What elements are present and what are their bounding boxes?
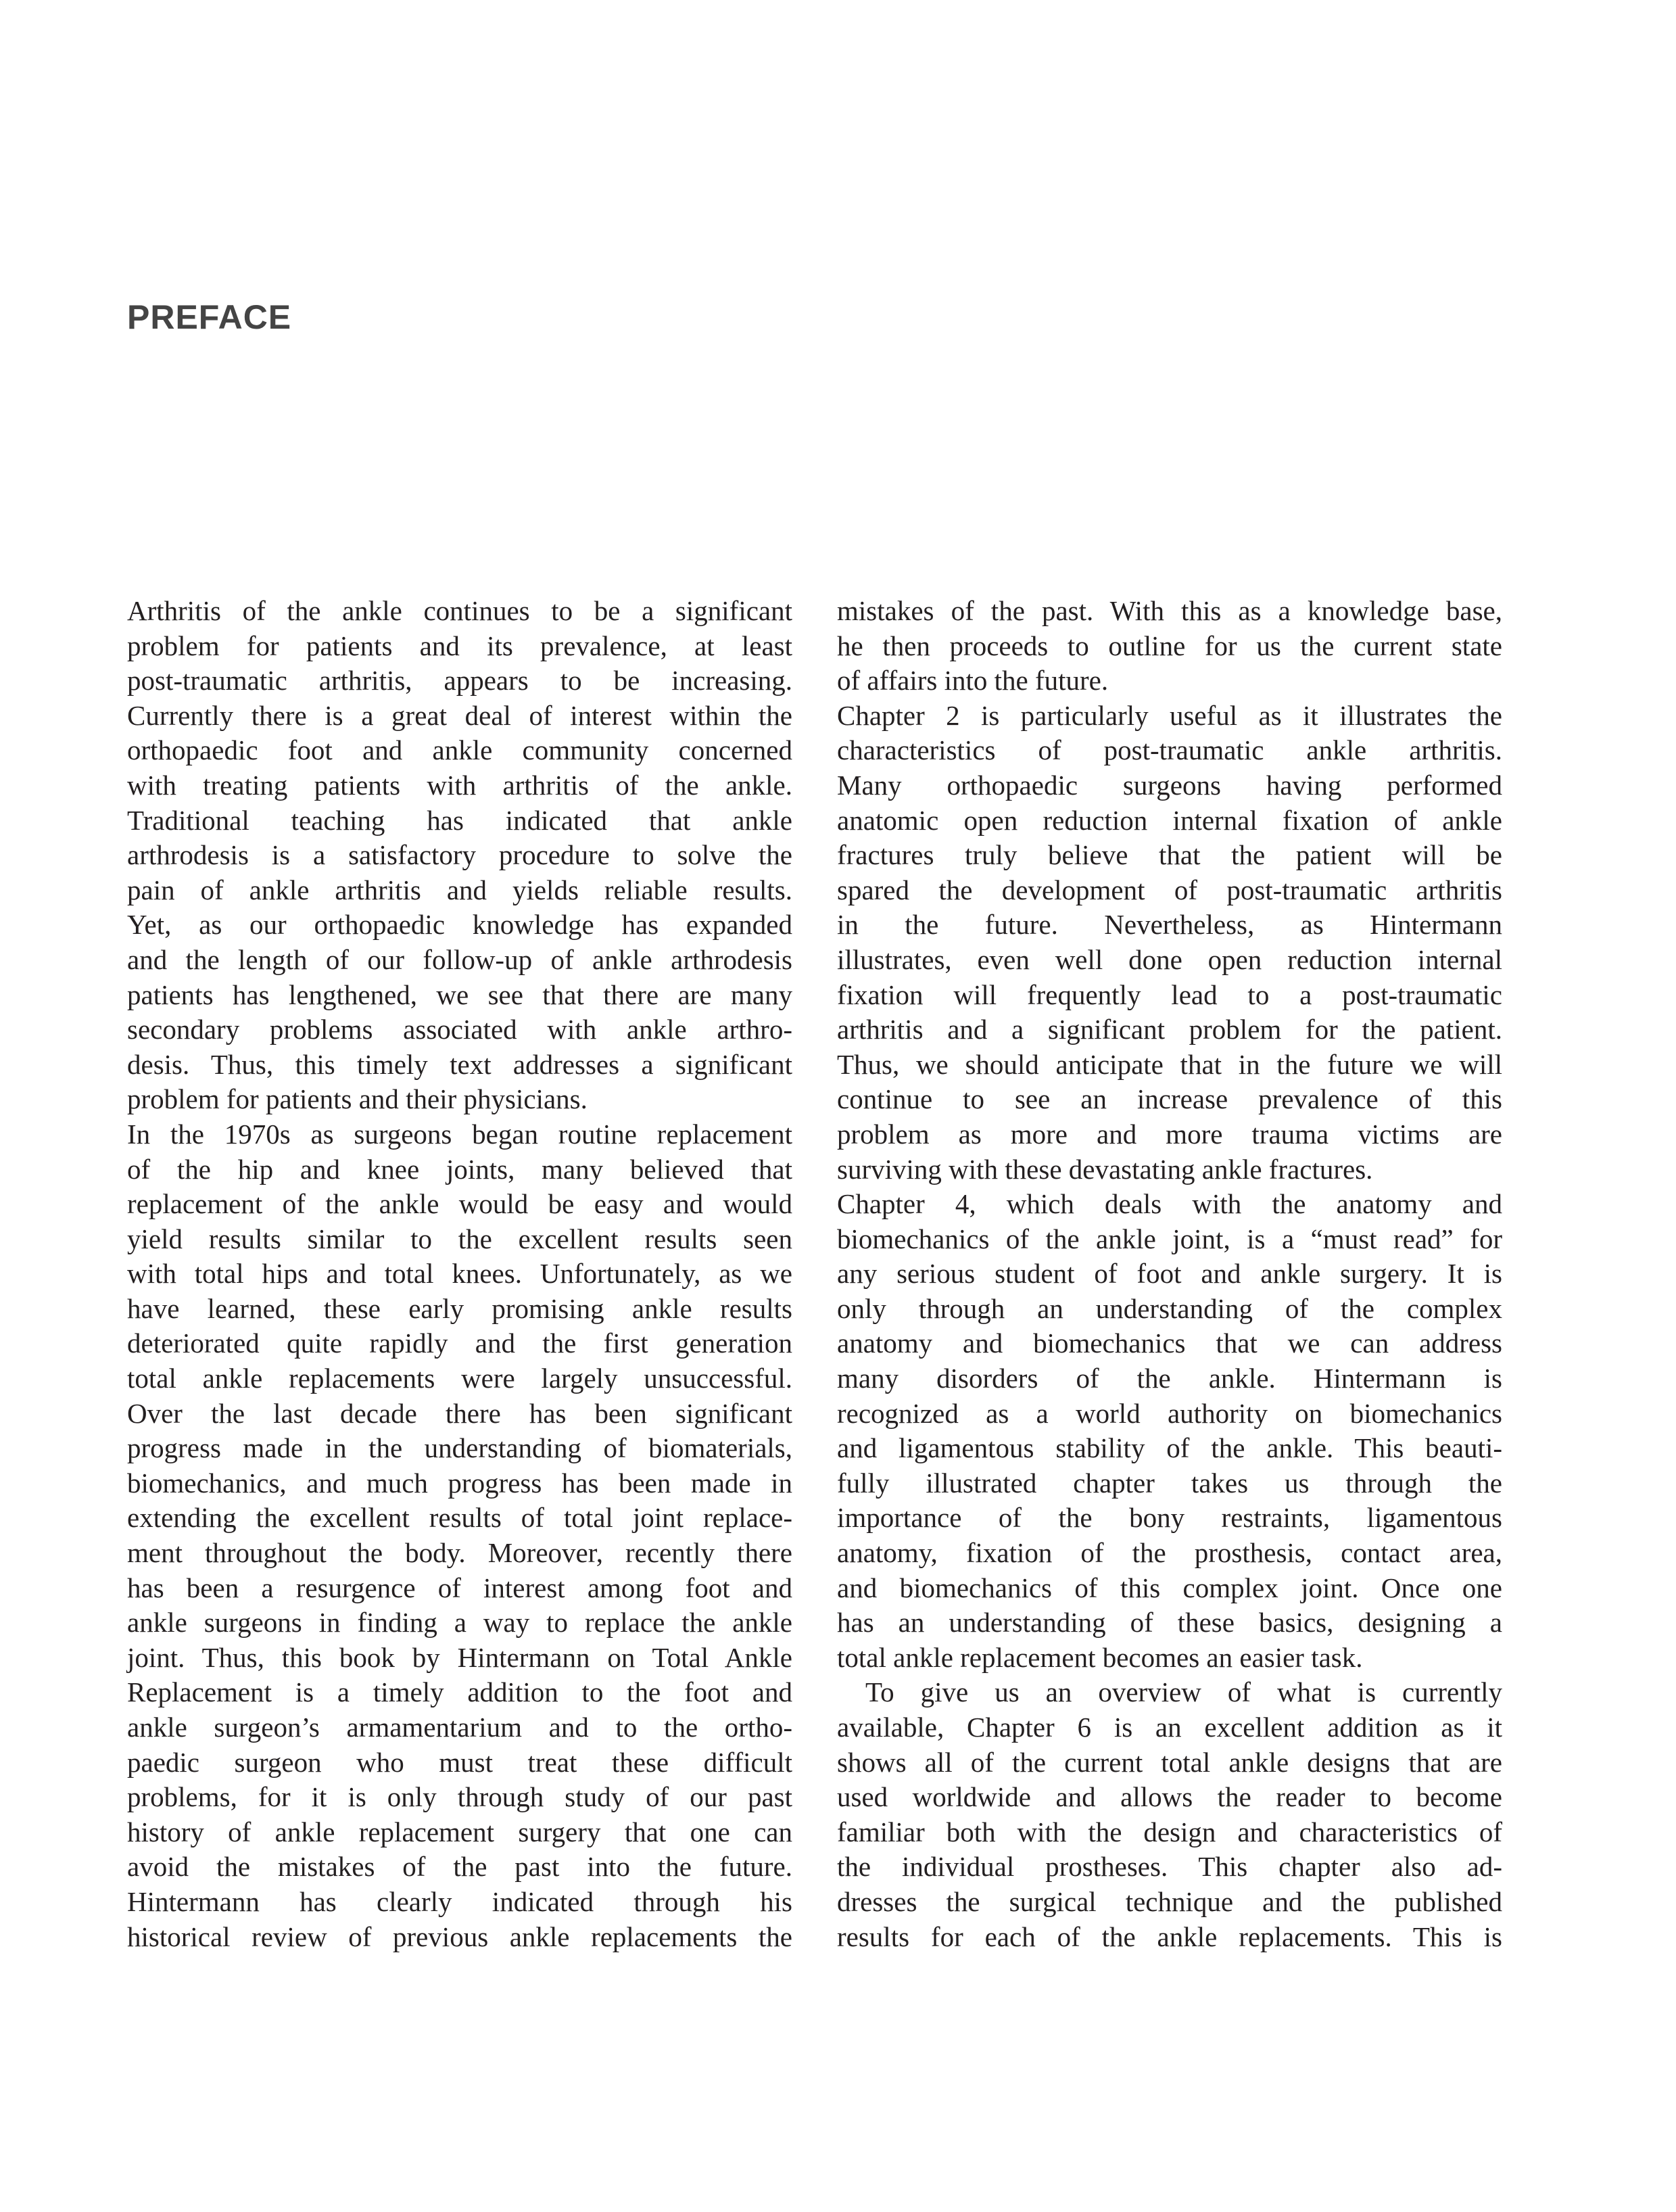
text-line: dresses the surgical technique and the published — [837, 1885, 1502, 1917]
text-line: problem for patients and their physicians. — [127, 1083, 588, 1115]
text-line: mistakes of the past. With this as a knowledge base, — [837, 595, 1502, 626]
text-line: characteristics of post-traumatic ankle arthritis. — [837, 734, 1502, 766]
text-line: spared the development of post-traumatic arthritis — [837, 874, 1502, 905]
left-column — [127, 594, 792, 1954]
text-line: yield results similar to the excellent results seen — [127, 1223, 792, 1254]
text-line: fully illustrated chapter takes us through the — [837, 1467, 1502, 1499]
text-line: many disorders of the ankle. Hintermann is — [837, 1363, 1502, 1394]
text-line: Thus, we should anticipate that in the future we will — [837, 1048, 1502, 1080]
text-line: biomechanics of the ankle joint, is a “must read” for — [837, 1223, 1502, 1254]
text-line: anatomic open reduction internal fixation of ankle — [837, 804, 1502, 836]
text-line: arthrodesis is a satisfactory procedure to solve the — [127, 839, 792, 871]
text-line: familiar both with the design and characteristics of — [837, 1816, 1502, 1848]
text-line: Replacement is a timely addition to the foot and — [127, 1676, 792, 1708]
text-line: the individual prostheses. This chapter also ad- — [837, 1851, 1502, 1883]
text-line: total ankle replacement becomes an easier task. — [837, 1641, 1363, 1673]
text-line: ment throughout the body. Moreover, recently there — [127, 1537, 792, 1569]
text-line: problem for patients and its prevalence, at least — [127, 630, 792, 661]
text-line: Many orthopaedic surgeons having performed — [837, 769, 1502, 801]
text-line: surviving with these devastating ankle fractures. — [837, 1153, 1373, 1185]
text-line: only through an understanding of the complex — [837, 1292, 1502, 1324]
text-line: importance of the bony restraints, ligamentous — [837, 1502, 1502, 1534]
right-column — [837, 594, 1502, 1954]
text-line: deteriorated quite rapidly and the first generation — [127, 1327, 792, 1359]
text-line: illustrates, even well done open reduction internal — [837, 943, 1502, 975]
text-line: with total hips and total knees. Unfortunately, as we — [127, 1258, 792, 1290]
text-line: any serious student of foot and ankle surgery. It is — [837, 1258, 1502, 1290]
text-line: Yet, as our orthopaedic knowledge has expanded — [127, 909, 792, 941]
text-line: and biomechanics of this complex joint. Once one — [837, 1572, 1502, 1603]
text-line: have learned, these early promising ankle results — [127, 1292, 792, 1324]
text-line: Chapter 2 is particularly useful as it illustrates the — [837, 699, 1502, 731]
text-line: problems, for it is only through study of our past — [127, 1781, 792, 1813]
text-line: anatomy and biomechanics that we can address — [837, 1327, 1502, 1359]
text-line: results for each of the ankle replacements. This is — [837, 1921, 1502, 1952]
text-line: used worldwide and allows the reader to become — [837, 1781, 1502, 1813]
text-line: Chapter 4, which deals with the anatomy and — [837, 1188, 1502, 1220]
text-line: Over the last decade there has been significant — [127, 1397, 792, 1429]
text-line: recognized as a world authority on biomechanics — [837, 1397, 1502, 1429]
text-line: extending the excellent results of total joint replace- — [127, 1502, 792, 1534]
text-line: biomechanics, and much progress has been made in — [127, 1467, 792, 1499]
text-line: ankle surgeons in finding a way to replace the ankle — [127, 1607, 792, 1639]
page-heading: PREFACE — [127, 298, 292, 336]
text-line: patients has lengthened, we see that there are many — [127, 979, 792, 1010]
text-line: of affairs into the future. — [837, 665, 1109, 697]
text-line: secondary problems associated with ankle arthro- — [127, 1014, 792, 1045]
text-line: avoid the mistakes of the past into the future. — [127, 1851, 792, 1883]
text-line: shows all of the current total ankle designs that are — [837, 1746, 1502, 1778]
text-line: of the hip and knee joints, many believed that — [127, 1153, 792, 1185]
text-line: anatomy, fixation of the prosthesis, contact area, — [837, 1537, 1502, 1569]
text-line: Hintermann has clearly indicated through his — [127, 1885, 792, 1917]
text-line: historical review of previous ankle replacements the — [127, 1921, 792, 1952]
text-line: To give us an overview of what is currently — [865, 1676, 1502, 1708]
text-line: fractures truly believe that the patient will be — [837, 839, 1502, 871]
text-line: in the future. Nevertheless, as Hintermann — [837, 909, 1502, 941]
text-line: joint. Thus, this book by Hintermann on Total Ankle — [127, 1641, 792, 1673]
text-line: problem as more and more trauma victims are — [837, 1118, 1502, 1150]
text-line: post-traumatic arthritis, appears to be increasing. — [127, 665, 792, 697]
text-line: arthritis and a significant problem for the patient. — [837, 1014, 1502, 1045]
text-line: and the length of our follow-up of ankle arthrodesis — [127, 943, 792, 975]
text-line: desis. Thus, this timely text addresses a significant — [127, 1048, 792, 1080]
text-line: he then proceeds to outline for us the current state — [837, 630, 1502, 661]
text-line: ankle surgeon’s armamentarium and to the ortho- — [127, 1712, 792, 1743]
text-line: has an understanding of these basics, designing a — [837, 1607, 1502, 1639]
text-line: pain of ankle arthritis and yields reliable results. — [127, 874, 792, 905]
text-line: history of ankle replacement surgery that one can — [127, 1816, 792, 1848]
text-line: replacement of the ankle would be easy and would — [127, 1188, 792, 1220]
text-line: In the 1970s as surgeons began routine replacement — [127, 1118, 792, 1150]
text-line: available, Chapter 6 is an excellent addition as it — [837, 1712, 1502, 1743]
text-line: Traditional teaching has indicated that ankle — [127, 804, 792, 836]
text-line: fixation will frequently lead to a post-traumatic — [837, 979, 1502, 1010]
text-line: with treating patients with arthritis of the ankle. — [127, 769, 792, 801]
text-line: Arthritis of the ankle continues to be a significant — [127, 595, 792, 626]
text-line: progress made in the understanding of biomaterials, — [127, 1432, 792, 1464]
text-line: and ligamentous stability of the ankle. This beauti- — [837, 1432, 1502, 1464]
text-line: orthopaedic foot and ankle community concerned — [127, 734, 792, 766]
text-line: has been a resurgence of interest among foot and — [127, 1572, 792, 1603]
text-line: continue to see an increase prevalence of this — [837, 1083, 1502, 1115]
text-line: total ankle replacements were largely unsuccessful. — [127, 1363, 792, 1394]
text-line: paedic surgeon who must treat these difficult — [127, 1746, 792, 1778]
text-line: Currently there is a great deal of interest within the — [127, 699, 792, 731]
